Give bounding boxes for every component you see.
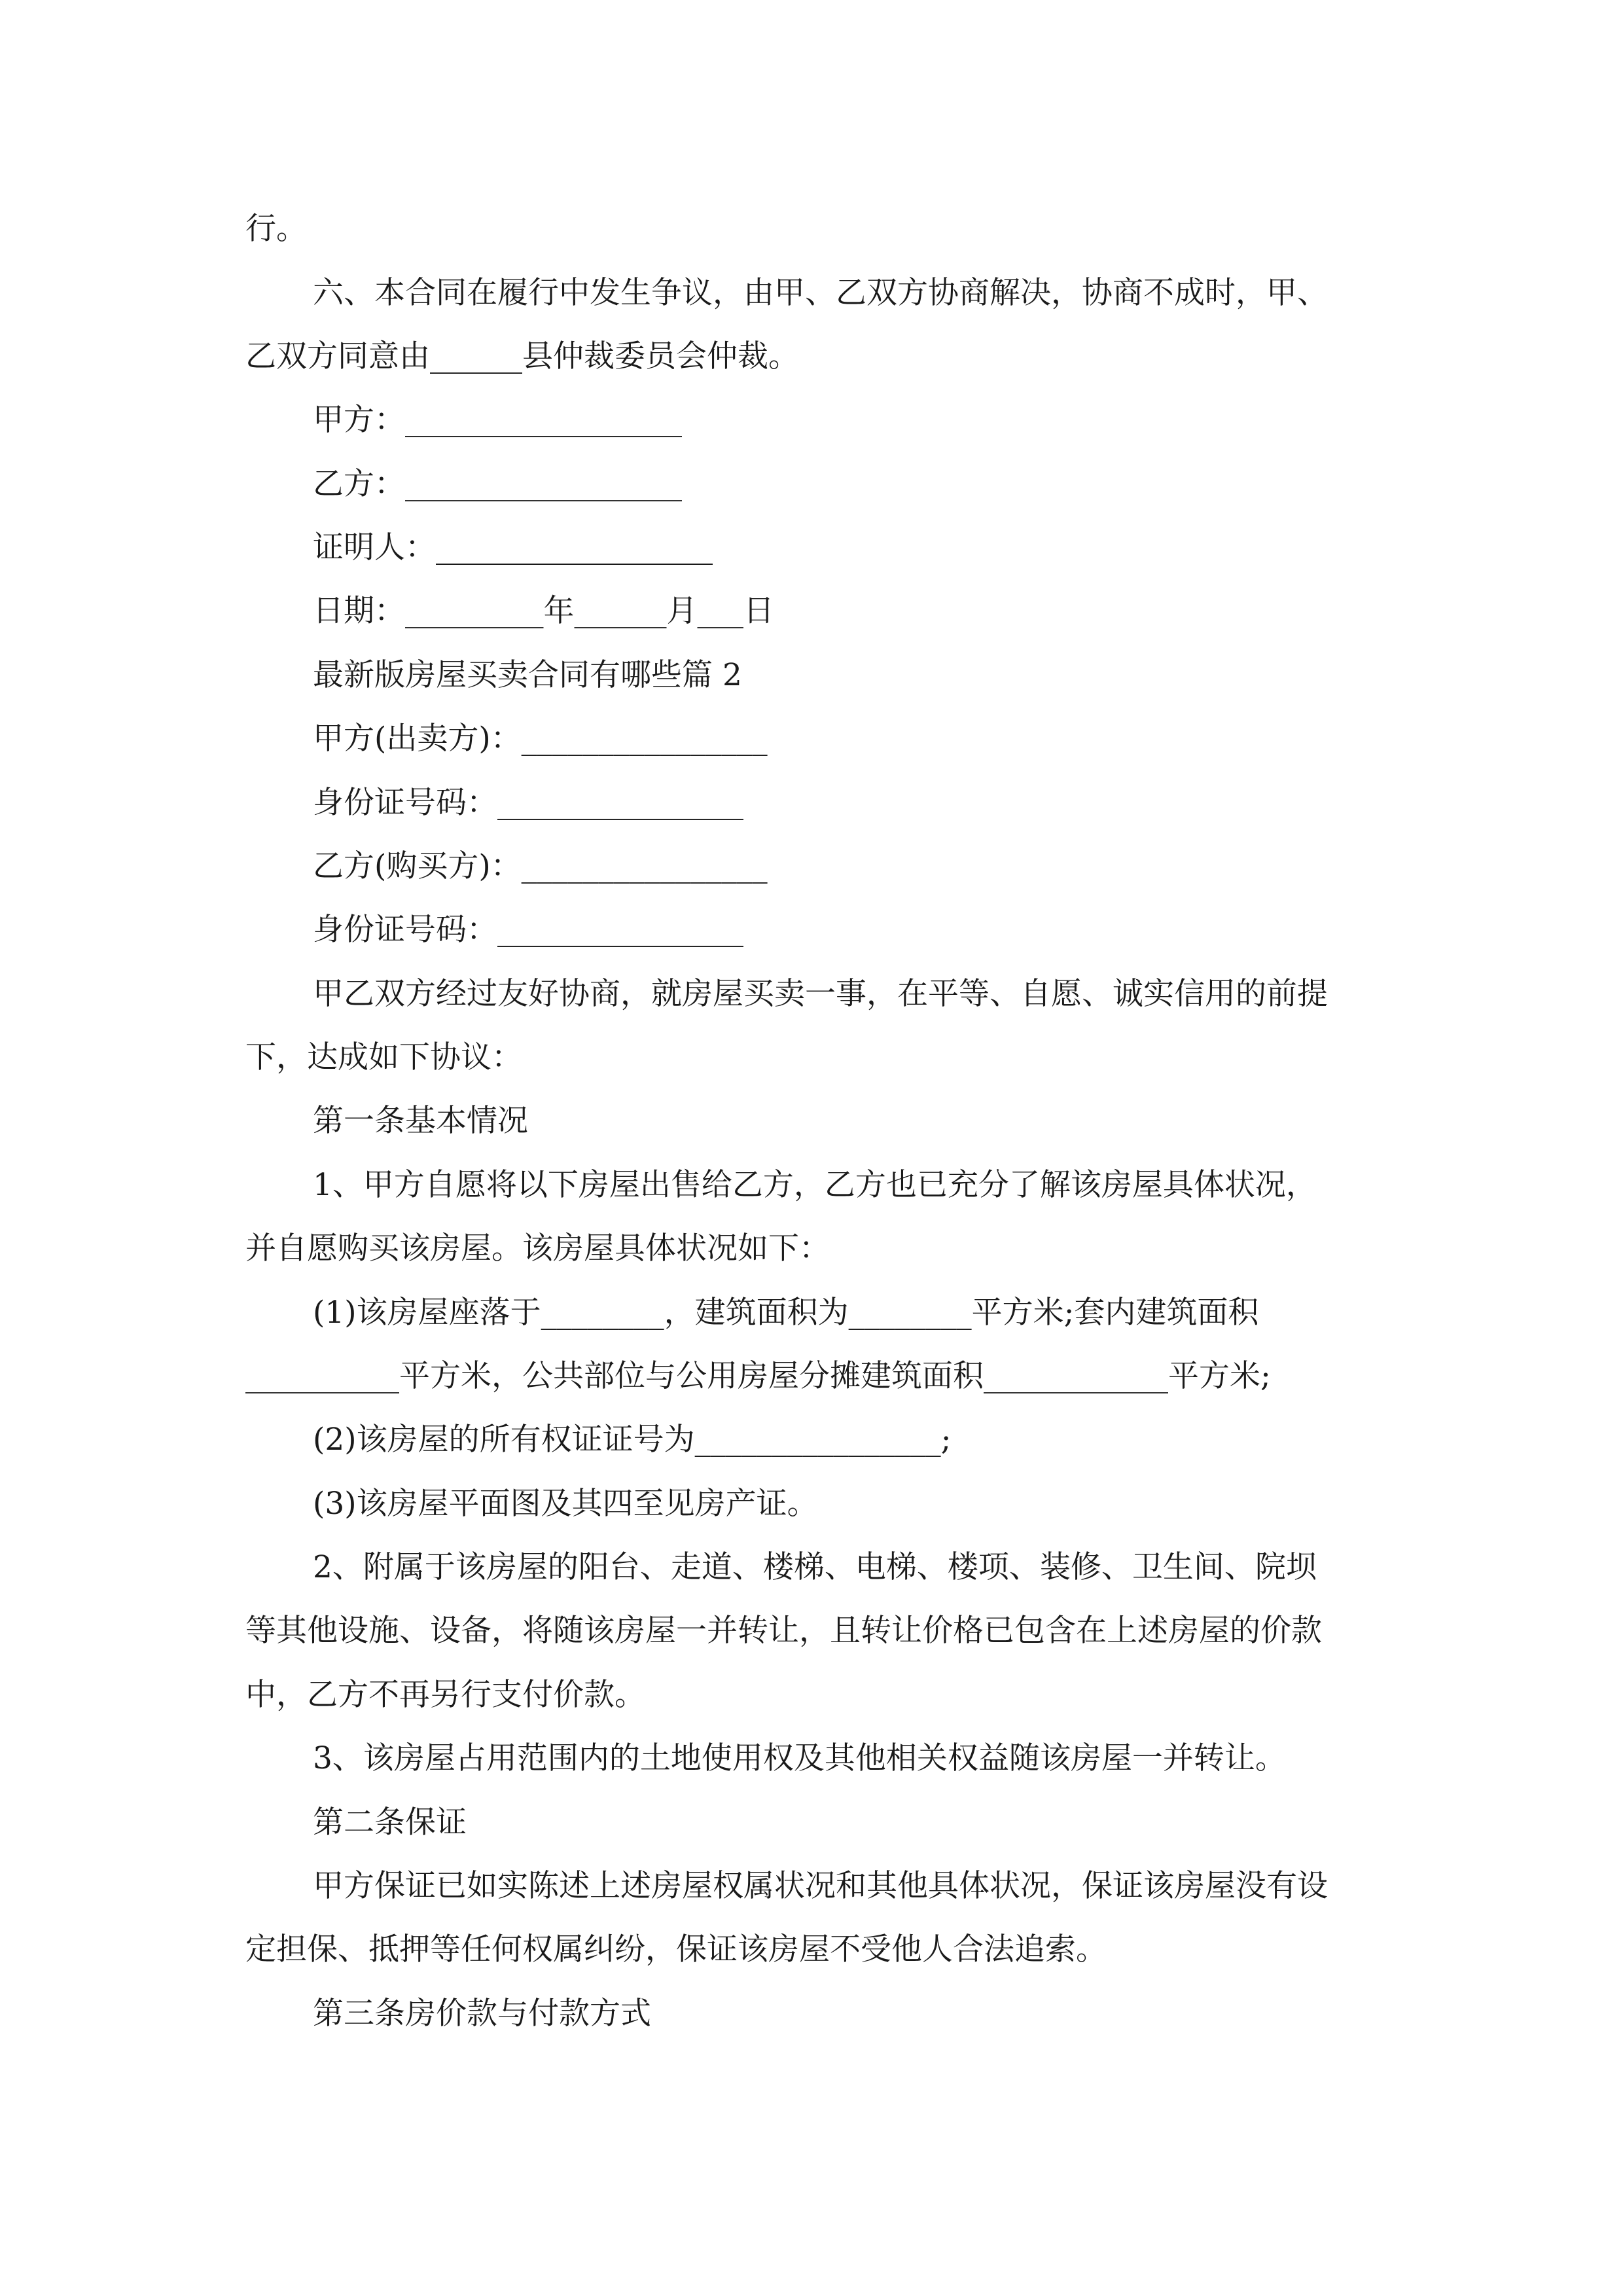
text-line-20: (2)该房屋的所有权证证号为________________;	[313, 1422, 952, 1458]
signature-party-a: 甲方：__________________	[313, 402, 682, 438]
text-line-21: (3)该房屋平面图及其四至见房产证。	[313, 1486, 818, 1522]
text-line-19: __________平方米，公共部位与公用房屋分摊建筑面积____________平方米;	[245, 1358, 1271, 1394]
text-line-18: (1)该房屋座落于________，建筑面积为________平方米;套内建筑面积	[313, 1295, 1259, 1331]
party-a-id-number: 身份证号码：________________	[313, 785, 743, 821]
text-line-1: 行。	[245, 211, 307, 247]
signature-date: 日期：_________年______月___日	[313, 593, 774, 629]
text-line-17: 并自愿购买该房屋。该房屋具体状况如下：	[245, 1230, 830, 1266]
section-title: 最新版房屋买卖合同有哪些篇 2	[313, 657, 742, 693]
text-line-23: 等其他设施、设备，将随该房屋一并转让，且转让价格已包含在上述房屋的价款	[245, 1613, 1322, 1649]
text-line-28: 定担保、抵押等任何权属纠纷，保证该房屋不受他人合法追索。	[245, 1931, 1107, 1967]
text-line-3: 乙双方同意由______县仲裁委员会仲裁。	[245, 338, 799, 374]
text-line-14: 下，达成如下协议：	[245, 1039, 522, 1075]
text-line-22: 2、附属于该房屋的阳台、走道、楼梯、电梯、楼项、装修、卫生间、院坝	[313, 1549, 1317, 1585]
party-a-seller: 甲方(出卖方)：________________	[313, 721, 768, 757]
text-line-27: 甲方保证已如实陈述上述房屋权属状况和其他具体状况，保证该房屋没有设	[313, 1868, 1328, 1904]
signature-witness: 证明人：__________________	[313, 529, 713, 565]
article-3-heading: 第三条房价款与付款方式	[313, 1996, 651, 2032]
article-2-heading: 第二条保证	[313, 1804, 467, 1840]
text-line-16: 1、甲方自愿将以下房屋出售给乙方，乙方也已充分了解该房屋具体状况，	[313, 1167, 1317, 1203]
party-b-buyer: 乙方(购买方)：________________	[313, 848, 768, 884]
signature-party-b: 乙方：__________________	[313, 466, 682, 502]
text-line-24: 中，乙方不再另行支付价款。	[245, 1677, 645, 1713]
text-line-2: 六、本合同在履行中发生争议，由甲、乙双方协商解决，协商不成时，甲、	[313, 275, 1328, 311]
text-line-13: 甲乙双方经过友好协商，就房屋买卖一事，在平等、自愿、诚实信用的前提	[313, 976, 1328, 1012]
text-line-25: 3、该房屋占用范围内的土地使用权及其他相关权益随该房屋一并转让。	[313, 1740, 1286, 1776]
article-1-heading: 第一条基本情况	[313, 1103, 528, 1139]
party-b-id-number: 身份证号码：________________	[313, 912, 743, 948]
